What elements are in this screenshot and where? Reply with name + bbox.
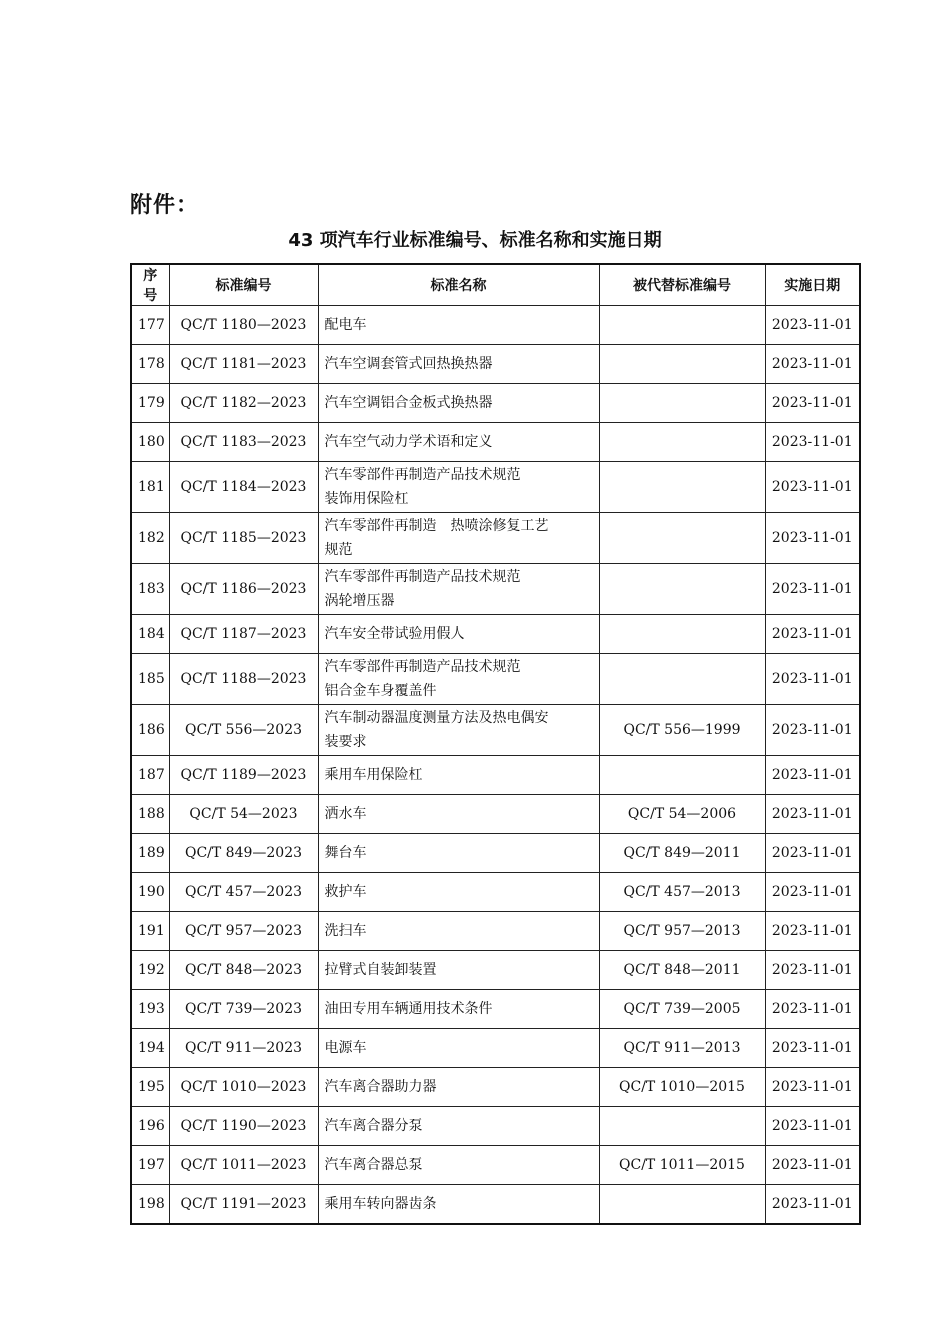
table-row — [131, 705, 860, 756]
row-standard-code: QC/T 1191—2023 — [169, 1185, 318, 1225]
row-standard-name — [318, 654, 599, 705]
table-row — [131, 306, 860, 345]
row-standard-code: QC/T 1181—2023 — [169, 345, 318, 384]
row-standard-code: QC/T 1010—2023 — [169, 1068, 318, 1107]
row-standard-name — [318, 951, 599, 990]
name-line: 汽车离合器助力器 — [324, 1079, 437, 1095]
row-standard-code: QC/T 556—2023 — [169, 705, 318, 756]
table-row — [131, 834, 860, 873]
row-implementation-date: 2023-11-01 — [765, 1029, 860, 1068]
row-standard-name — [318, 513, 599, 564]
table-row — [131, 912, 860, 951]
row-replaced-code: QC/T 848—2011 — [599, 951, 765, 990]
row-standard-code: QC/T 1187—2023 — [169, 615, 318, 654]
row-replaced-code — [599, 513, 765, 564]
row-standard-name — [318, 873, 599, 912]
row-replaced-code — [599, 384, 765, 423]
row-implementation-date: 2023-11-01 — [765, 306, 860, 345]
name-line: 汽车零部件再制造产品技术规范 — [324, 569, 521, 585]
column-header-name: 标准名称 — [318, 264, 599, 306]
row-replaced-code — [599, 345, 765, 384]
row-standard-code: QC/T 1188—2023 — [169, 654, 318, 705]
table-row — [131, 951, 860, 990]
name-line: 舞台车 — [324, 845, 367, 861]
row-implementation-date: 2023-11-01 — [765, 1068, 860, 1107]
row-seq: 177 — [131, 306, 169, 345]
row-replaced-code: QC/T 54—2006 — [599, 795, 765, 834]
row-standard-code: QC/T 911—2023 — [169, 1029, 318, 1068]
row-standard-name — [318, 705, 599, 756]
table-row — [131, 990, 860, 1029]
row-implementation-date: 2023-11-01 — [765, 951, 860, 990]
row-replaced-code — [599, 564, 765, 615]
name-line: 涡轮增压器 — [324, 593, 395, 609]
row-replaced-code: QC/T 457—2013 — [599, 873, 765, 912]
name-line: 油田专用车辆通用技术条件 — [324, 1001, 493, 1017]
name-line: 汽车零部件再制造 热喷涂修复工艺 — [324, 518, 549, 534]
name-line: 装要求 — [324, 734, 367, 750]
row-seq: 196 — [131, 1107, 169, 1146]
name-line: 乘用车用保险杠 — [324, 767, 423, 783]
row-replaced-code — [599, 654, 765, 705]
row-standard-code: QC/T 849—2023 — [169, 834, 318, 873]
row-replaced-code — [599, 462, 765, 513]
row-standard-code: QC/T 957—2023 — [169, 912, 318, 951]
name-line: 汽车离合器分泵 — [324, 1118, 423, 1134]
row-implementation-date: 2023-11-01 — [765, 654, 860, 705]
row-standard-name — [318, 384, 599, 423]
name-line: 汽车零部件再制造产品技术规范 — [324, 659, 521, 675]
row-standard-name — [318, 834, 599, 873]
name-line: 拉臂式自装卸装置 — [324, 962, 437, 978]
row-seq: 193 — [131, 990, 169, 1029]
name-line: 电源车 — [324, 1040, 367, 1056]
row-seq: 195 — [131, 1068, 169, 1107]
column-header-date: 实施日期 — [765, 264, 860, 306]
row-implementation-date: 2023-11-01 — [765, 705, 860, 756]
row-standard-name — [318, 306, 599, 345]
row-replaced-code — [599, 1107, 765, 1146]
row-standard-code: QC/T 739—2023 — [169, 990, 318, 1029]
table-row — [131, 345, 860, 384]
table-body — [131, 306, 860, 1225]
row-standard-name — [318, 1068, 599, 1107]
row-replaced-code: QC/T 849—2011 — [599, 834, 765, 873]
row-seq: 188 — [131, 795, 169, 834]
name-line: 汽车空调铝合金板式换热器 — [324, 395, 493, 411]
row-standard-name — [318, 423, 599, 462]
row-standard-name — [318, 615, 599, 654]
row-standard-code: QC/T 1190—2023 — [169, 1107, 318, 1146]
row-standard-code: QC/T 1189—2023 — [169, 756, 318, 795]
row-seq: 179 — [131, 384, 169, 423]
row-seq: 182 — [131, 513, 169, 564]
name-line: 汽车离合器总泵 — [324, 1157, 423, 1173]
row-standard-name — [318, 1029, 599, 1068]
table-row — [131, 615, 860, 654]
name-line: 规范 — [324, 542, 353, 558]
table-row — [131, 1146, 860, 1185]
table-row — [131, 564, 860, 615]
row-seq: 192 — [131, 951, 169, 990]
table-row — [131, 1029, 860, 1068]
table-row — [131, 795, 860, 834]
row-replaced-code: QC/T 1011—2015 — [599, 1146, 765, 1185]
row-implementation-date: 2023-11-01 — [765, 384, 860, 423]
row-seq: 178 — [131, 345, 169, 384]
row-standard-code: QC/T 457—2023 — [169, 873, 318, 912]
table-row — [131, 462, 860, 513]
row-replaced-code — [599, 1185, 765, 1225]
row-standard-name — [318, 1185, 599, 1225]
row-seq: 194 — [131, 1029, 169, 1068]
row-seq: 197 — [131, 1146, 169, 1185]
table-row — [131, 1068, 860, 1107]
row-seq: 191 — [131, 912, 169, 951]
row-seq: 185 — [131, 654, 169, 705]
table-row — [131, 873, 860, 912]
table-row — [131, 756, 860, 795]
table-row — [131, 423, 860, 462]
row-implementation-date: 2023-11-01 — [765, 615, 860, 654]
row-seq: 181 — [131, 462, 169, 513]
row-seq: 186 — [131, 705, 169, 756]
row-replaced-code — [599, 423, 765, 462]
row-implementation-date: 2023-11-01 — [765, 462, 860, 513]
row-implementation-date: 2023-11-01 — [765, 834, 860, 873]
row-implementation-date: 2023-11-01 — [765, 795, 860, 834]
row-seq: 198 — [131, 1185, 169, 1225]
row-implementation-date: 2023-11-01 — [765, 990, 860, 1029]
row-implementation-date: 2023-11-01 — [765, 1146, 860, 1185]
row-seq: 183 — [131, 564, 169, 615]
name-line: 汽车制动器温度测量方法及热电偶安 — [324, 710, 549, 726]
row-implementation-date: 2023-11-01 — [765, 423, 860, 462]
row-seq: 184 — [131, 615, 169, 654]
column-header-seq: 序号 — [131, 264, 169, 306]
row-standard-code: QC/T 848—2023 — [169, 951, 318, 990]
row-seq: 187 — [131, 756, 169, 795]
column-header-code: 标准编号 — [169, 264, 318, 306]
row-standard-code: QC/T 1011—2023 — [169, 1146, 318, 1185]
row-implementation-date: 2023-11-01 — [765, 1107, 860, 1146]
row-standard-name — [318, 756, 599, 795]
row-replaced-code: QC/T 556—1999 — [599, 705, 765, 756]
row-seq: 180 — [131, 423, 169, 462]
column-header-replaced: 被代替标准编号 — [599, 264, 765, 306]
row-replaced-code: QC/T 957—2013 — [599, 912, 765, 951]
name-line: 汽车零部件再制造产品技术规范 — [324, 467, 521, 483]
row-standard-code: QC/T 1182—2023 — [169, 384, 318, 423]
row-seq: 189 — [131, 834, 169, 873]
row-standard-name — [318, 462, 599, 513]
row-implementation-date: 2023-11-01 — [765, 513, 860, 564]
row-standard-name — [318, 345, 599, 384]
row-standard-name — [318, 990, 599, 1029]
table-row — [131, 384, 860, 423]
row-standard-code: QC/T 1186—2023 — [169, 564, 318, 615]
row-standard-name — [318, 1146, 599, 1185]
row-standard-name — [318, 795, 599, 834]
row-implementation-date: 2023-11-01 — [765, 756, 860, 795]
row-implementation-date: 2023-11-01 — [765, 873, 860, 912]
row-replaced-code — [599, 756, 765, 795]
row-standard-code: QC/T 1185—2023 — [169, 513, 318, 564]
name-line: 装饰用保险杠 — [324, 491, 409, 507]
row-replaced-code — [599, 306, 765, 345]
row-implementation-date: 2023-11-01 — [765, 345, 860, 384]
table-header-row — [131, 264, 860, 306]
row-implementation-date: 2023-11-01 — [765, 1185, 860, 1225]
row-replaced-code: QC/T 739—2005 — [599, 990, 765, 1029]
name-line: 汽车空调套管式回热换热器 — [324, 356, 493, 372]
name-line: 救护车 — [324, 884, 367, 900]
row-replaced-code: QC/T 1010—2015 — [599, 1068, 765, 1107]
row-standard-code: QC/T 1184—2023 — [169, 462, 318, 513]
table-row — [131, 1185, 860, 1225]
table-row — [131, 654, 860, 705]
table-row — [131, 513, 860, 564]
row-replaced-code: QC/T 911—2013 — [599, 1029, 765, 1068]
name-line: 汽车安全带试验用假人 — [324, 626, 465, 642]
row-standard-name — [318, 564, 599, 615]
name-line: 洗扫车 — [324, 923, 367, 939]
name-line: 洒水车 — [324, 806, 367, 822]
name-line: 乘用车转向器齿条 — [324, 1196, 437, 1212]
name-line: 配电车 — [324, 317, 367, 333]
row-seq: 190 — [131, 873, 169, 912]
row-standard-code: QC/T 1183—2023 — [169, 423, 318, 462]
standards-table — [130, 263, 861, 1225]
row-replaced-code — [599, 615, 765, 654]
row-standard-name — [318, 1107, 599, 1146]
row-implementation-date: 2023-11-01 — [765, 912, 860, 951]
document-title: 43 项汽车行业标准编号、标准名称和实施日期 — [288, 230, 662, 251]
attachment-label: 附件： — [130, 193, 200, 218]
name-line: 铝合金车身覆盖件 — [324, 683, 437, 699]
row-standard-name — [318, 912, 599, 951]
row-implementation-date: 2023-11-01 — [765, 564, 860, 615]
name-line: 汽车空气动力学术语和定义 — [324, 434, 493, 450]
table-row — [131, 1107, 860, 1146]
row-standard-code: QC/T 1180—2023 — [169, 306, 318, 345]
row-standard-code: QC/T 54—2023 — [169, 795, 318, 834]
